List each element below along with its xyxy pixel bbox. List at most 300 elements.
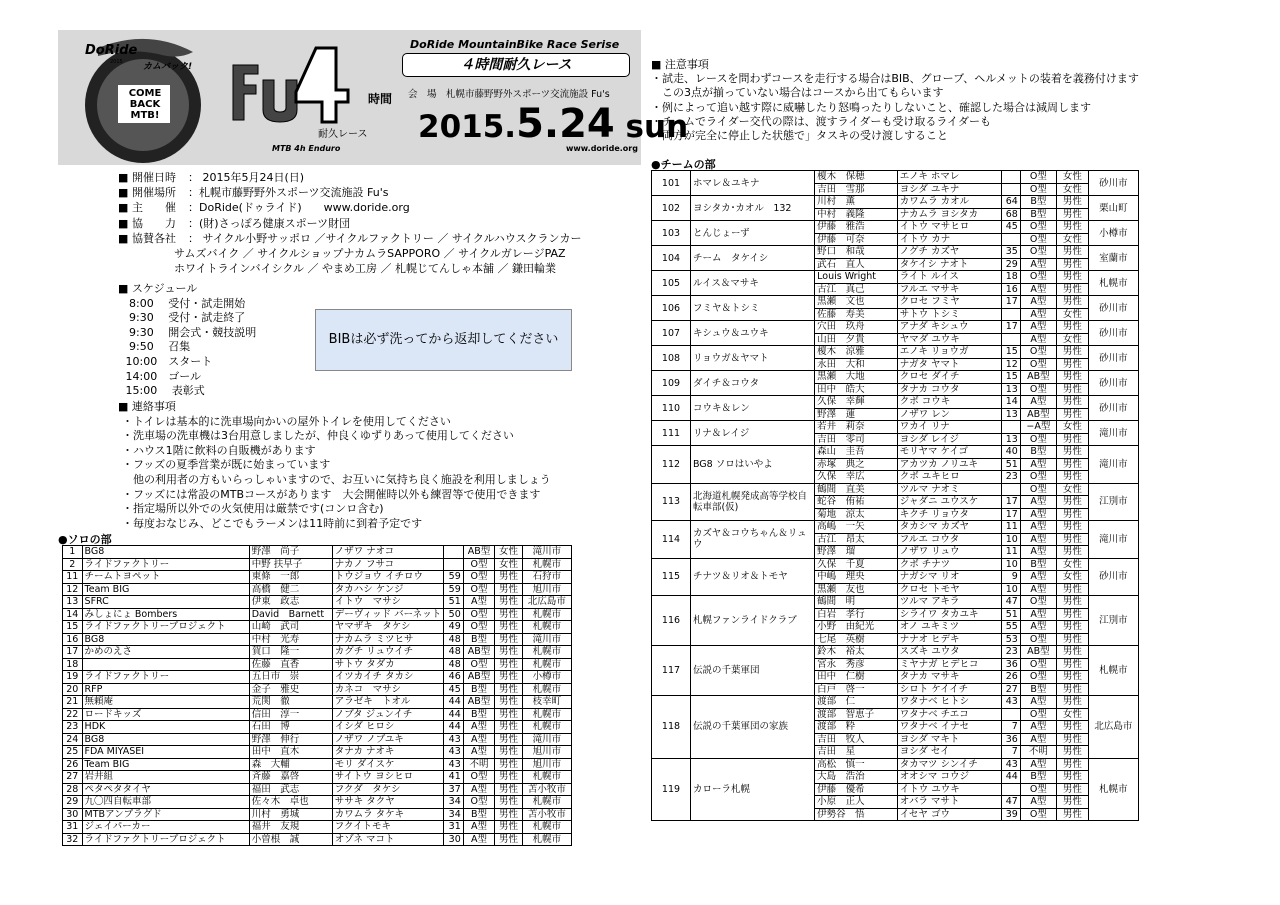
age: 34	[444, 796, 464, 809]
age: 12	[1002, 358, 1021, 371]
contact-line: ・毎度おなじみ、どこでもラーメンは11時前に到着予定です	[122, 516, 423, 530]
team-name: FDA MIYASEI	[82, 746, 249, 759]
table-row	[63, 696, 572, 709]
entry-number: 20	[63, 683, 83, 696]
info-row: ■ 開催日時 ： 2015年5月24日(日)	[118, 171, 305, 184]
team-name: 札幌ファンライドクラブ	[690, 596, 814, 646]
age: 64	[1002, 196, 1021, 209]
team-number: 116	[652, 596, 691, 646]
rider-name: 黒瀬 文也	[815, 296, 898, 309]
age: 10	[1002, 558, 1021, 571]
table-row	[63, 746, 572, 759]
rider-kana: ミヤナガ ヒデヒコ	[897, 658, 1001, 671]
blood-type: A型	[1020, 308, 1056, 321]
gender: 男性	[495, 646, 522, 659]
rider-kana: ヨシダ ユキナ	[897, 183, 1001, 196]
gender: 男性	[495, 596, 522, 609]
gender: 男性	[1056, 196, 1088, 209]
rider-name: 赤塚 典之	[815, 458, 898, 471]
team-name: BG8 ソロはいやよ	[690, 446, 814, 484]
gender: 男性	[1056, 696, 1088, 709]
blood-type: O型	[1020, 346, 1056, 359]
gender: 女性	[1056, 421, 1088, 434]
blood-type: A型	[1020, 283, 1056, 296]
age: 15	[1002, 346, 1021, 359]
blood-type: A型	[1020, 733, 1056, 746]
table-row	[652, 221, 1139, 234]
rider-name: 中野 扶早子	[249, 558, 332, 571]
rider-name: 金子 雅史	[249, 683, 332, 696]
rider-kana: イトウ カナ	[897, 233, 1001, 246]
rider-name: 田中 皓大	[815, 383, 898, 396]
blood-type: O型	[463, 796, 495, 809]
blood-type: AB型	[463, 696, 495, 709]
table-row	[652, 446, 1139, 459]
table-row	[63, 733, 572, 746]
rider-kana: アカツカ ノリユキ	[897, 458, 1001, 471]
notes-section	[651, 58, 1139, 143]
contact-line: ・ハウス1階に飲料の自販機があります	[122, 443, 316, 457]
rider-kana: イトウ マサシ	[332, 596, 443, 609]
age: 23	[1002, 471, 1021, 484]
gender: 女性	[1056, 708, 1088, 721]
table-row	[63, 646, 572, 659]
age	[1002, 308, 1021, 321]
team-section-title: ●チームの部	[651, 158, 716, 171]
city: 砂川市	[1088, 321, 1138, 346]
gender: 男性	[495, 796, 522, 809]
blood-type: A型	[1020, 521, 1056, 534]
city: 苫小牧市	[522, 808, 571, 821]
contact-line: ・フッズの夏季営業が既に始まっています	[122, 458, 331, 472]
rider-kana: クロセ フミヤ	[897, 296, 1001, 309]
city: 旭川市	[522, 746, 571, 759]
gender: 女性	[1056, 171, 1088, 184]
blood-type: AB型	[1020, 408, 1056, 421]
age	[1002, 483, 1021, 496]
blood-type: A型	[463, 596, 495, 609]
blood-type: B型	[463, 633, 495, 646]
entry-number: 12	[63, 583, 83, 596]
blood-type: O型	[1020, 671, 1056, 684]
blood-type: A型	[1020, 583, 1056, 596]
table-row	[63, 721, 572, 734]
team-name: リョウガ＆ヤマト	[690, 346, 814, 371]
team-number: 101	[652, 171, 691, 196]
age	[1002, 183, 1021, 196]
table-row	[63, 671, 572, 684]
gender: 男性	[1056, 283, 1088, 296]
entry-number: 27	[63, 771, 83, 784]
gender: 男性	[1056, 758, 1088, 771]
gender: 男性	[495, 746, 522, 759]
rider-kana: シロト ケイイチ	[897, 683, 1001, 696]
city: 札幌市	[522, 821, 571, 834]
rider-kana: ノザワ レン	[897, 408, 1001, 421]
rider-name: 鶴間 直美	[815, 483, 898, 496]
entry-number: 29	[63, 796, 83, 809]
team-name: ダイチ＆コウタ	[690, 371, 814, 396]
gender: 男性	[495, 771, 522, 784]
rider-name: 森 大輔	[249, 758, 332, 771]
age	[1002, 783, 1021, 796]
rider-name: 久保 幸輝	[815, 396, 898, 409]
sponsor-line: サムズバイク ／ サイクルショップナカムラSAPPORO ／ サイクルガレージPAZ	[174, 247, 566, 261]
gender: 男性	[495, 708, 522, 721]
city: 栗山町	[1088, 196, 1138, 221]
team-name	[82, 658, 249, 671]
rider-name: 信田 淳一	[249, 708, 332, 721]
rider-kana: ヨシダ マキト	[897, 733, 1001, 746]
gender: 男性	[495, 583, 522, 596]
city: 札幌市	[522, 708, 571, 721]
age: 13	[1002, 408, 1021, 421]
table-row	[652, 521, 1139, 534]
blood-type: O型	[1020, 708, 1056, 721]
entry-number: 23	[63, 721, 83, 734]
table-row	[652, 558, 1139, 571]
rider-name: 野澤 尚子	[249, 546, 332, 559]
city: 滝川市	[522, 633, 571, 646]
entry-number: 22	[63, 708, 83, 721]
city: 札幌市	[522, 796, 571, 809]
city: 小樽市	[522, 671, 571, 684]
table-row	[63, 821, 572, 834]
gender: 男性	[495, 671, 522, 684]
team-name: ホマレ＆ユキナ	[690, 171, 814, 196]
age: 29	[1002, 258, 1021, 271]
city: 札幌市	[522, 646, 571, 659]
rider-kana: ヨシダ セイ	[897, 746, 1001, 759]
age: 41	[444, 771, 464, 784]
table-row	[652, 171, 1139, 184]
rider-kana: エノキ ホマレ	[897, 171, 1001, 184]
city: 滝川市	[1088, 446, 1138, 484]
rider-name: 福井 友規	[249, 821, 332, 834]
contact-line: 他の利用者の方もいらっしゃいますので、お互いに気持ち良く施設を利用しましょう	[122, 472, 551, 486]
age: 36	[1002, 658, 1021, 671]
team-name: 無頼庵	[82, 696, 249, 709]
schedule-item: 9:30 開会式・競技説明	[122, 325, 257, 339]
age: 50	[444, 608, 464, 621]
blood-type: O型	[1020, 183, 1056, 196]
table-row	[63, 808, 572, 821]
rider-kana: トウジョウ イチロウ	[332, 571, 443, 584]
entry-number: 13	[63, 596, 83, 609]
age: 51	[444, 596, 464, 609]
gender: 男性	[495, 683, 522, 696]
entry-number: 1	[63, 546, 83, 559]
entry-number: 11	[63, 571, 83, 584]
rider-kana: ノザワ ノブユキ	[332, 733, 443, 746]
event-info	[118, 170, 581, 276]
blood-type: O型	[1020, 358, 1056, 371]
age: 13	[1002, 433, 1021, 446]
entry-number: 32	[63, 833, 83, 846]
rider-name: 中村 光寿	[249, 633, 332, 646]
gender: 男性	[1056, 433, 1088, 446]
team-name: Team BIG	[82, 583, 249, 596]
bib-return-notice: BIBは必ず洗ってから返却してください	[315, 309, 572, 371]
table-row	[63, 596, 572, 609]
city: 砂川市	[1088, 171, 1138, 196]
team-entry-table	[651, 170, 1139, 821]
blood-type: O型	[1020, 221, 1056, 234]
age	[444, 546, 464, 559]
rider-kana: ヤマザキ タケシ	[332, 621, 443, 634]
team-name: コウキ＆レン	[690, 396, 814, 421]
gender: 男性	[1056, 446, 1088, 459]
gender: 男性	[1056, 733, 1088, 746]
gender: 男性	[1056, 546, 1088, 559]
blood-type: A型	[1020, 496, 1056, 509]
age: 47	[1002, 796, 1021, 809]
team-name: フミヤ＆トシミ	[690, 296, 814, 321]
age: 43	[444, 733, 464, 746]
rider-kana: ヨシダ レイジ	[897, 433, 1001, 446]
gender: 男性	[1056, 796, 1088, 809]
solo-entry-table	[62, 545, 572, 846]
table-row	[652, 483, 1139, 496]
rider-name: 伊藤 雅浩	[815, 221, 898, 234]
rider-name: 高松 慎一	[815, 758, 898, 771]
blood-type: O型	[1020, 233, 1056, 246]
age: 44	[444, 721, 464, 734]
blood-type: A型	[463, 733, 495, 746]
age: 48	[444, 633, 464, 646]
city: 旭川市	[522, 758, 571, 771]
rider-kana: タカシマ カズヤ	[897, 521, 1001, 534]
entry-number: 24	[63, 733, 83, 746]
team-name: 九〇四自転車部	[82, 796, 249, 809]
team-name: キシュウ＆ユウキ	[690, 321, 814, 346]
blood-type: −A型	[1020, 421, 1056, 434]
blood-type: 不明	[1020, 746, 1056, 759]
rider-name: 山崎 武司	[249, 621, 332, 634]
age: 43	[444, 758, 464, 771]
rider-kana: スズキ ユウタ	[897, 646, 1001, 659]
team-number: 115	[652, 558, 691, 596]
table-row	[63, 546, 572, 559]
contact-line: ・洗車場の洗車機は3台用意しましたが、仲良くゆずりあって使用してください	[122, 429, 514, 443]
team-name: 伝説の千葉軍団	[690, 646, 814, 696]
city: 滝川市	[1088, 421, 1138, 446]
table-row	[63, 833, 572, 846]
rider-name: 荒関 徹	[249, 696, 332, 709]
age	[1002, 333, 1021, 346]
rider-kana: デーヴィッド バーネット	[332, 608, 443, 621]
blood-type: A型	[1020, 796, 1056, 809]
age	[1002, 708, 1021, 721]
rider-kana: ナカムラ ヨシタカ	[897, 208, 1001, 221]
team-name: ライドファクトリー	[82, 558, 249, 571]
age: 7	[1002, 721, 1021, 734]
age: 51	[1002, 608, 1021, 621]
blood-type: O型	[1020, 483, 1056, 496]
team-name: ライドファクトリープロジェクト	[82, 833, 249, 846]
entry-number: 25	[63, 746, 83, 759]
fu4-logo-4	[296, 48, 348, 122]
city: 室蘭市	[1088, 246, 1138, 271]
blood-type: AB型	[1020, 371, 1056, 384]
entry-number: 19	[63, 671, 83, 684]
age: 51	[1002, 458, 1021, 471]
age: 27	[1002, 683, 1021, 696]
blood-type: B型	[1020, 558, 1056, 571]
blood-type: B型	[1020, 208, 1056, 221]
rider-kana: モリ ダイスケ	[332, 758, 443, 771]
team-name: ライドファクトリー	[82, 671, 249, 684]
team-number: 105	[652, 271, 691, 296]
team-number: 109	[652, 371, 691, 396]
team-name: ロードキッズ	[82, 708, 249, 721]
gender: 男性	[495, 571, 522, 584]
table-row	[63, 621, 572, 634]
rider-kana: タナカ コウタ	[897, 383, 1001, 396]
team-name: ライドファクトリープロジェクト	[82, 621, 249, 634]
blood-type: B型	[463, 683, 495, 696]
contact-section	[118, 400, 551, 531]
team-number: 111	[652, 421, 691, 446]
rider-name: 賀口 隆一	[249, 646, 332, 659]
rider-name: 大島 浩治	[815, 771, 898, 784]
rider-name: 小原 正人	[815, 796, 898, 809]
rider-kana: クボ チナツ	[897, 558, 1001, 571]
contact-title: ■ 連絡事項	[118, 400, 176, 413]
schedule-item: 15:00 表彰式	[122, 384, 205, 398]
rider-name: 野澤 伸行	[249, 733, 332, 746]
rider-kana: フクダ タケシ	[332, 783, 443, 796]
age: 36	[1002, 733, 1021, 746]
schedule-item: 9:50 召集	[122, 340, 191, 354]
team-name: チームトヨペット	[82, 571, 249, 584]
table-row	[63, 758, 572, 771]
rider-name: Louis Wright	[815, 271, 898, 284]
rider-kana: ノグチ カズヤ	[897, 246, 1001, 259]
gender: 男性	[1056, 683, 1088, 696]
rider-name: 福田 武志	[249, 783, 332, 796]
city: 北広島市	[1088, 696, 1138, 759]
blood-type: B型	[1020, 196, 1056, 209]
rider-kana: フルエ コウタ	[897, 533, 1001, 546]
city: 札幌市	[1088, 271, 1138, 296]
rider-kana: クロセ トモヤ	[897, 583, 1001, 596]
gender: 男性	[495, 833, 522, 846]
team-name: BG8	[82, 733, 249, 746]
age: 11	[1002, 546, 1021, 559]
rider-name: 蛇谷 侑祐	[815, 496, 898, 509]
team-name: ペタペタタイヤ	[82, 783, 249, 796]
rider-name: 白戸 啓一	[815, 683, 898, 696]
rider-kana: ライト ルイス	[897, 271, 1001, 284]
venue-line: 会 場 札幌市藤野野外スポーツ交流施設 Fu's	[408, 89, 610, 100]
gender: 男性	[495, 721, 522, 734]
gender: 女性	[1056, 308, 1088, 321]
entry-number: 30	[63, 808, 83, 821]
rider-kana: ツルマ ナオミ	[897, 483, 1001, 496]
team-name: みしょにょ Bombers	[82, 608, 249, 621]
gender: 女性	[1056, 483, 1088, 496]
rider-kana: フクイトモキ	[332, 821, 443, 834]
entry-number: 26	[63, 758, 83, 771]
age: 15	[1002, 371, 1021, 384]
series-title: DoRide MountainBike Race Serise	[410, 38, 620, 51]
rider-name: David Barnett	[249, 608, 332, 621]
rider-kana: ノザワ ナオコ	[332, 546, 443, 559]
rider-name: 五日市 崇	[249, 671, 332, 684]
team-number: 117	[652, 646, 691, 696]
blood-type: B型	[1020, 446, 1056, 459]
rider-kana: イセヤ ゴウ	[897, 808, 1001, 821]
website-url: www.doride.org	[566, 144, 638, 153]
city: 北広島市	[522, 596, 571, 609]
gender: 男性	[495, 658, 522, 671]
rider-name: 渡部 智恵子	[815, 708, 898, 721]
age: 11	[1002, 521, 1021, 534]
team-name: ジェイパーカー	[82, 821, 249, 834]
rider-kana: カグチ リュウイチ	[332, 646, 443, 659]
rider-kana: ヤマダ ユウキ	[897, 333, 1001, 346]
age: 23	[1002, 646, 1021, 659]
blood-type: A型	[1020, 321, 1056, 334]
city: 江別市	[1088, 483, 1138, 521]
rider-kana: ナカノ フサコ	[332, 558, 443, 571]
rider-name: 白岩 孝行	[815, 608, 898, 621]
rider-kana: ジャダニ ユウスケ	[897, 496, 1001, 509]
rider-name: 田中 仁樹	[815, 671, 898, 684]
team-name: カズヤ＆コウちゃん＆リュウ	[690, 521, 814, 559]
blood-type: A型	[1020, 546, 1056, 559]
age: 45	[1002, 221, 1021, 234]
rider-kana: クボ ユキヒロ	[897, 471, 1001, 484]
blood-type: O型	[1020, 171, 1056, 184]
team-name: BG8	[82, 546, 249, 559]
age: 7	[1002, 746, 1021, 759]
age: 48	[444, 658, 464, 671]
rider-kana: カワムラ タケキ	[332, 808, 443, 821]
notes-line: ・チームでライダー交代の際は、渡すライダーも受け取るライダーも	[651, 114, 992, 128]
table-row	[652, 196, 1139, 209]
rider-name: 吉田 牧人	[815, 733, 898, 746]
gender: 男性	[1056, 596, 1088, 609]
gender: 男性	[1056, 746, 1088, 759]
table-row	[63, 796, 572, 809]
blood-type: A型	[1020, 696, 1056, 709]
rider-name: 伊藤 優希	[815, 783, 898, 796]
blood-type: A型	[1020, 721, 1056, 734]
age: 59	[444, 583, 464, 596]
gender: 男性	[1056, 221, 1088, 234]
rider-kana: イシダ ヒロシ	[332, 721, 443, 734]
hours-label: 時間	[368, 92, 393, 106]
blood-type: O型	[463, 571, 495, 584]
gender: 男性	[1056, 783, 1088, 796]
age: 44	[444, 696, 464, 709]
gender: 男性	[1056, 608, 1088, 621]
table-row	[652, 246, 1139, 259]
rider-kana: タナカ ナオキ	[332, 746, 443, 759]
blood-type: O型	[1020, 383, 1056, 396]
table-row	[652, 421, 1139, 434]
rider-name: 伊藤 可奈	[815, 233, 898, 246]
gender: 男性	[1056, 321, 1088, 334]
gender: 男性	[1056, 371, 1088, 384]
rider-name: 川村 勇城	[249, 808, 332, 821]
city: 砂川市	[1088, 296, 1138, 321]
entry-number: 2	[63, 558, 83, 571]
blood-type: O型	[1020, 596, 1056, 609]
rider-name: 伊東 政志	[249, 596, 332, 609]
